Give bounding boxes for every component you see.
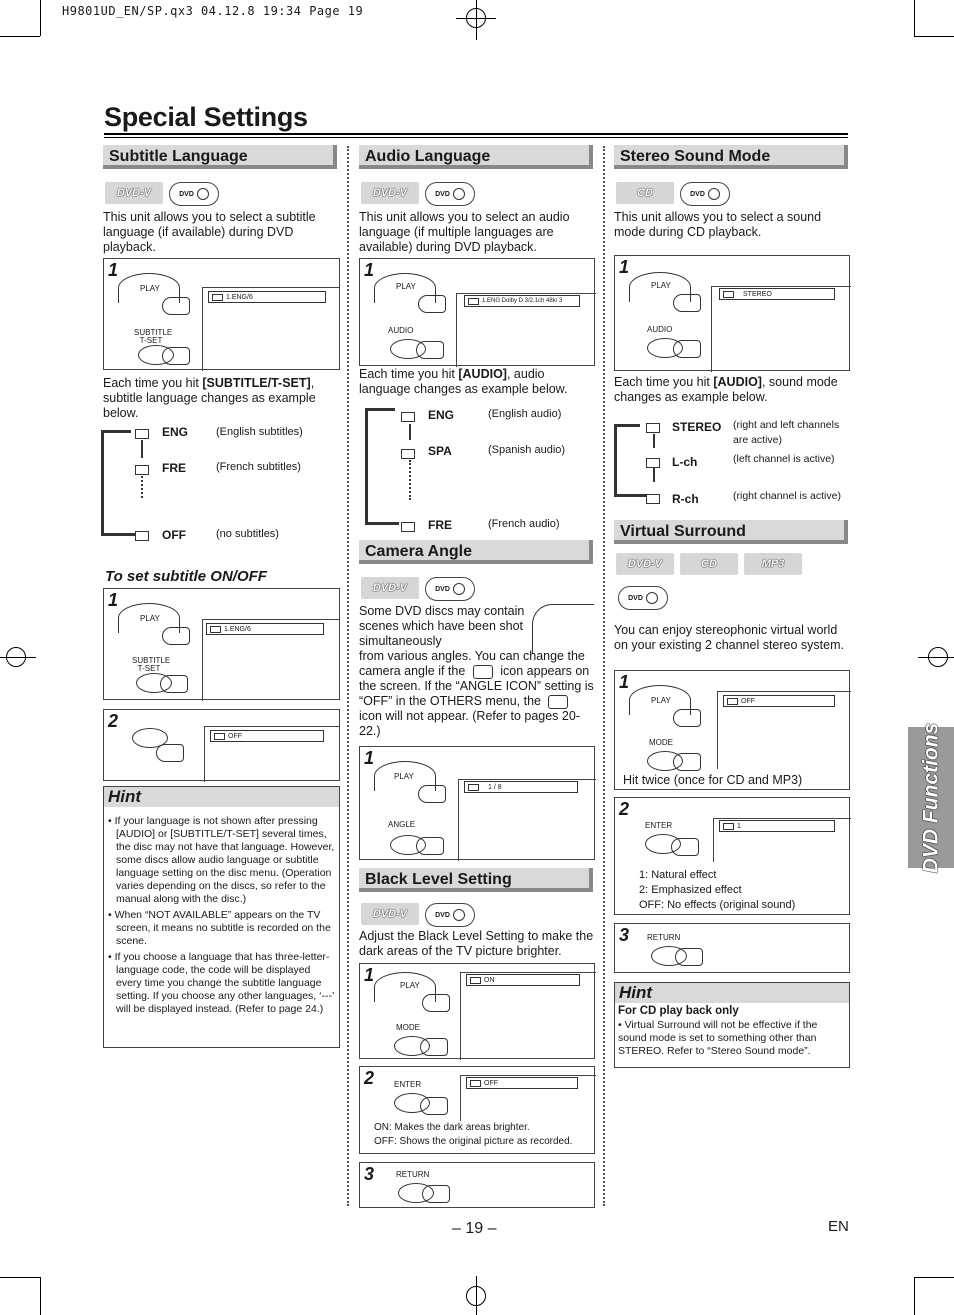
side-tab-label: DVD Functions: [919, 722, 942, 873]
mode-desc: (left channel is active): [733, 453, 835, 465]
hand-icon: [416, 837, 444, 855]
audio-intro: This unit allows you to select an audio language (if multiple languages are available) during DVD playback.: [359, 210, 570, 254]
section-heading-subtitle-language: Subtitle Language: [103, 145, 337, 169]
hand-icon: [675, 948, 703, 966]
file-header: H9801UD_EN/SP.qx3 04.12.8 19:34 Page 19: [62, 4, 364, 18]
stereo-each-time: Each time you hit [AUDIO], sound mode changes as example below.: [614, 375, 838, 404]
subtitle-each-time: Each time you hit [SUBTITLE/T-SET], subtitle language changes as example below.: [103, 376, 316, 420]
hand-icon: [673, 340, 701, 358]
black-level-icon: [470, 977, 481, 984]
cd-badge: CD: [616, 182, 674, 204]
crop-mark: [914, 36, 954, 37]
cycle-line: [614, 424, 617, 496]
effect-note: OFF: No effects (original sound): [639, 899, 796, 911]
hand-icon: [416, 341, 444, 359]
language-marker: EN: [828, 1218, 849, 1235]
subtitle-button-label: SUBTITLE T-SET: [132, 656, 171, 673]
subtitle-icon: [135, 531, 149, 541]
camera-icon: [548, 695, 568, 709]
dvd-disc-icon: DVD: [425, 577, 475, 601]
lang-row: [401, 519, 415, 537]
mode-desc: (right channel is active): [733, 490, 841, 502]
title-rule: [104, 137, 848, 138]
audio-icon: [401, 522, 415, 532]
registration-mark: [918, 657, 954, 658]
audio-step-1: [359, 258, 595, 366]
crop-mark: [914, 0, 915, 36]
dvd-disc-icon: DVD: [425, 182, 475, 206]
black-level-step-2: [359, 1066, 595, 1154]
osd-bar: 1.ENG/6: [206, 623, 324, 635]
angle-icon: [468, 784, 479, 791]
step-number: 2: [108, 711, 119, 731]
virtual-effect-notes: [639, 868, 795, 913]
cycle-line: [101, 430, 104, 535]
virtual-intro: You can enjoy stereophonic virtual world on your existing 2 channel stereo system.: [614, 623, 844, 652]
lang-desc: (English audio): [488, 408, 562, 420]
hand-icon: [422, 1185, 450, 1203]
osd-bar: 1.ENG/6: [208, 291, 326, 303]
dvd-video-badge: DVD-V: [616, 553, 674, 575]
registration-mark: [0, 657, 36, 658]
step-number: 3: [364, 1164, 375, 1184]
audio-icon: [401, 412, 415, 422]
lang-row: [135, 528, 149, 546]
play-label: PLAY: [140, 284, 160, 293]
hand-icon: [418, 785, 446, 803]
cycle-line: [101, 533, 135, 536]
return-button-label: RETURN: [396, 1170, 430, 1179]
lang-desc: (French subtitles): [216, 461, 301, 473]
subtitle-hint-box: [103, 786, 340, 1048]
mode-code: L-ch: [672, 455, 698, 469]
dvd-video-badge: DVD-V: [105, 182, 163, 204]
lang-code: ENG: [162, 425, 189, 439]
hint-item: • Virtual Surround will not be effective if the sound mode is set to something other than STEREO. Refer to “Stereo Sound mode”.: [618, 1019, 818, 1057]
hand-icon: [673, 709, 701, 727]
step-number: 2: [364, 1068, 375, 1088]
mode-desc: (right and left channels are active): [733, 419, 840, 446]
hand-icon: [418, 295, 446, 313]
hint-subtitle: For CD play back only: [618, 1005, 739, 1017]
osd-bar: 1: [719, 820, 835, 832]
black-level-icon: [470, 1080, 481, 1087]
camera-intro-cont: from various angles. You can change the camera angle if the icon appears on the screen. If the “ANGLE ICON” setting is “OFF” in the OTHERS menu, the icon will not appear. (Refer to pages 20-22.): [359, 649, 594, 738]
subtitle-icon: [214, 733, 225, 740]
hand-icon: [160, 675, 188, 693]
disc-badges: [361, 903, 475, 927]
audio-icon: [468, 298, 479, 305]
camera-icon: [473, 665, 493, 679]
mode-row: [646, 420, 660, 438]
step-number: 1: [108, 590, 119, 610]
cycle-line: [365, 408, 395, 411]
title-rule: [104, 133, 848, 135]
play-label: PLAY: [140, 614, 160, 623]
hint-title: Hint: [615, 983, 849, 1003]
lang-row: [401, 446, 415, 464]
cycle-line: [365, 522, 399, 525]
audio-button-label: AUDIO: [647, 325, 673, 334]
lang-code: OFF: [162, 528, 186, 542]
hand-icon: [162, 297, 190, 315]
section-heading-black-level: Black Level Setting: [359, 868, 593, 892]
audio-icon: [723, 291, 734, 298]
virtual-step-note: Hit twice (once for CD and MP3): [623, 773, 803, 787]
hand-icon: [420, 1097, 448, 1115]
hint-item: • If you choose a language that has three-letter-language code, the code will be displayed every time you change the subtitle language setting. If you choose any other languages, ‘---’ will be displayed instead. (Refer to page 24.): [108, 951, 334, 1015]
lang-desc: (English subtitles): [216, 426, 303, 438]
down-arrow: [409, 460, 411, 500]
osd-bar: 1.ENG Dolby D 3/2.1ch 48k/ 3: [464, 295, 580, 307]
hand-icon: [673, 753, 701, 771]
osd-bar: OFF: [466, 1077, 578, 1089]
audio-each-time: Each time you hit [AUDIO], audio language changes as example below.: [359, 367, 568, 396]
section-heading-camera-angle: Camera Angle: [359, 540, 593, 564]
mode-row: [646, 455, 660, 473]
disc-badges: [616, 182, 730, 206]
lang-code: FRE: [428, 518, 452, 532]
lang-desc: (French audio): [488, 518, 560, 530]
column-divider: [347, 146, 349, 1206]
effect-note: 1: Natural effect: [639, 869, 717, 881]
lang-row: [401, 409, 415, 427]
page-title: Special Settings: [104, 102, 308, 132]
mode-button-label: MODE: [396, 1023, 420, 1032]
audio-icon: [646, 494, 660, 504]
cycle-line: [101, 430, 131, 433]
crop-mark: [914, 1277, 915, 1315]
hand-icon: [156, 744, 184, 762]
hand-icon: [673, 294, 701, 312]
audio-button-label: AUDIO: [388, 326, 414, 335]
cycle-line: [365, 408, 368, 524]
hand-icon: [162, 627, 190, 645]
step-number: 1: [619, 257, 630, 277]
mode-button-label: MODE: [649, 738, 673, 747]
osd-bar: OFF: [210, 730, 324, 742]
mp3-badge: MP3: [744, 553, 802, 575]
crop-mark: [914, 1277, 954, 1278]
subtitle-icon: [210, 626, 221, 633]
step-number: 1: [619, 672, 630, 692]
stereo-intro: This unit allows you to select a sound mode during CD playback.: [614, 210, 822, 239]
enter-button-label: ENTER: [645, 821, 673, 830]
crop-mark: [40, 0, 41, 36]
step-number: 1: [108, 260, 119, 280]
subtitle-onoff-title: To set subtitle ON/OFF: [105, 568, 267, 585]
mode-row: [646, 491, 660, 509]
black-level-step-3: [359, 1162, 595, 1208]
play-label: PLAY: [396, 282, 416, 291]
hint-item: • If your language is not shown after pressing [AUDIO] or [SUBTITLE/T-SET] several times, the disc may not have that language. However, some discs allow audio language or subtitle language setting on the disc menu. (Operation varies depending on the discs, so refer to the manual along with the disc.): [108, 815, 335, 905]
osd-bar: ON: [466, 974, 580, 986]
disc-badges: [616, 553, 802, 575]
subtitle-icon: [135, 465, 149, 475]
section-heading-virtual-surround: Virtual Surround: [614, 520, 848, 544]
effect-note: 2: Emphasized effect: [639, 884, 742, 896]
cd-badge: CD: [680, 553, 738, 575]
crop-mark: [0, 36, 40, 37]
dvd-disc-icon: DVD: [425, 903, 475, 927]
play-label: PLAY: [394, 772, 414, 781]
subtitle-step-1: [103, 258, 340, 370]
black-level-intro: Adjust the Black Level Setting to make the dark areas of the TV picture brighter.: [359, 929, 594, 958]
osd-bar: STEREO: [719, 288, 835, 300]
camera-step-1: [359, 746, 595, 860]
dvd-video-badge: DVD-V: [361, 182, 419, 204]
registration-mark: [476, 1276, 477, 1315]
dvd-disc-icon: DVD: [169, 182, 219, 206]
lang-code: SPA: [428, 444, 452, 458]
hand-icon: [422, 994, 450, 1012]
page-number: – 19 –: [452, 1220, 497, 1237]
section-heading-stereo-sound: Stereo Sound Mode: [614, 145, 848, 169]
play-label: PLAY: [651, 281, 671, 290]
step-number: 3: [619, 925, 630, 945]
disc-badges: [361, 182, 475, 206]
hand-icon: [671, 838, 699, 856]
dvd-video-badge: DVD-V: [361, 903, 419, 925]
stereo-step-1: [614, 255, 850, 371]
side-tab: [908, 722, 954, 873]
camera-intro: Some DVD discs may contain scenes which have been shot simultaneously: [359, 604, 525, 648]
return-button-label: RETURN: [647, 933, 681, 942]
note-on: ON: Makes the dark areas brighter.: [374, 1122, 530, 1133]
subtitle-icon: [212, 294, 223, 301]
play-label: PLAY: [651, 696, 671, 705]
surround-icon: [727, 698, 738, 705]
lang-desc: (no subtitles): [216, 528, 279, 540]
lang-row: [135, 426, 149, 444]
column-divider: [603, 146, 605, 1206]
virtual-hint-box: [614, 982, 850, 1068]
subtitle-icon: [135, 429, 149, 439]
audio-icon: [646, 458, 660, 468]
registration-mark: [476, 0, 477, 40]
hint-item: • When “NOT AVAILABLE” appears on the TV screen, it means no subtitle is recorded on the scene.: [108, 909, 331, 947]
crop-mark: [40, 1277, 41, 1315]
surround-icon: [723, 823, 734, 830]
step-number: 1: [364, 965, 375, 985]
dvd-video-badge: DVD-V: [361, 577, 419, 599]
hand-icon: [162, 347, 190, 365]
play-label: PLAY: [400, 981, 420, 990]
lang-code: ENG: [428, 408, 455, 422]
virtual-step-1: [614, 670, 850, 790]
enter-button-label: ENTER: [394, 1080, 422, 1089]
lang-desc: (Spanish audio): [488, 444, 566, 456]
section-heading-audio-language: Audio Language: [359, 145, 593, 169]
angle-button-label: ANGLE: [388, 820, 416, 829]
osd-bar: OFF: [723, 695, 835, 707]
cycle-line: [614, 494, 646, 497]
dvd-disc-icon: DVD: [680, 182, 730, 206]
note-off: OFF: Shows the original picture as recorded.: [374, 1136, 573, 1147]
cycle-line: [614, 424, 640, 427]
dvd-disc-icon: DVD: [618, 586, 668, 610]
hand-icon: [420, 1038, 448, 1056]
hint-title: Hint: [104, 787, 339, 807]
crop-mark: [0, 1277, 40, 1278]
step-number: 2: [619, 799, 630, 819]
tv-corner: [532, 604, 594, 654]
black-level-notes: [374, 1121, 572, 1149]
audio-icon: [401, 449, 415, 459]
disc-badges: [361, 577, 475, 601]
disc-badges: [105, 182, 219, 206]
mode-code: STEREO: [672, 420, 722, 434]
onoff-step-2: [103, 709, 340, 781]
osd-bar: 1 / 8: [464, 781, 578, 793]
subtitle-intro: This unit allows you to select a subtitle language (if available) during DVD playback.: [103, 210, 316, 254]
onoff-step-1: [103, 588, 340, 700]
audio-icon: [646, 423, 660, 433]
virtual-step-2: [614, 797, 850, 915]
mode-code: R-ch: [672, 492, 699, 506]
lang-code: FRE: [162, 461, 186, 475]
step-number: 1: [364, 748, 375, 768]
lang-row: [135, 462, 149, 480]
virtual-step-3: [614, 923, 850, 973]
black-level-step-1: [359, 963, 595, 1059]
subtitle-button-label: SUBTITLE T-SET: [134, 328, 173, 345]
step-number: 1: [364, 260, 375, 280]
registration-mark: [456, 18, 496, 19]
